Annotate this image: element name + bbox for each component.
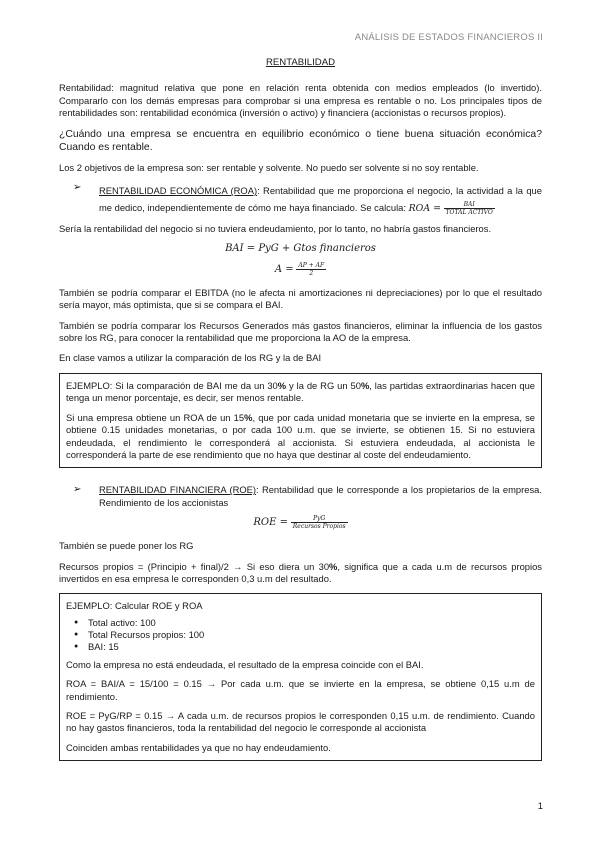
rp-text-a: Recursos propios = (Principio + final)/2 → Si eso diera un 30 bbox=[59, 560, 330, 572]
list-item: ● BAI: 15 bbox=[88, 641, 535, 653]
page-content bbox=[59, 57, 542, 771]
example2-coincide: Coinciden ambas rentabilidades ya que no hay endeudamiento. bbox=[66, 741, 331, 753]
recursos-propios-paragraph bbox=[59, 561, 542, 586]
example1-p2-text-a: Si una empresa obtiene un ROA de un 15 bbox=[66, 411, 245, 423]
roe-text: : Rentabilidad que le corresponde a los propietarios de la empresa. Rendimiento de los accionistas bbox=[99, 484, 542, 508]
asset-average-equation bbox=[59, 262, 542, 277]
example1-pct1: % bbox=[277, 379, 287, 391]
bai-equation: BAI = PyG + Gtos financieros bbox=[225, 243, 376, 255]
asset-equation-lhs: A = bbox=[274, 263, 294, 275]
intro-paragraph: Rentabilidad: magnitud relativa que pone en relación renta obtenida con medios empleados (lo invertido). Compararlo con los demás empresas para comprobar si una empresa es rentable o no. Los principales tipos de rentabilidades son: rentabilidad económica (inversión o activo) y financiera (accionistas o recursos propios). bbox=[59, 82, 542, 119]
objectives-paragraph: Los 2 objetivos de la empresa son: ser rentable y solvente. No puedo ser solvente si no soy rentable. bbox=[59, 161, 479, 173]
roa-heading: RENTABILIDAD ECONÓMICA (ROA) bbox=[99, 185, 258, 197]
example1-paragraph2 bbox=[66, 412, 535, 462]
ebitda-paragraph: También se podría comparar el EBITDA (no le afecta ni amortizaciones ni depreciaciones) por lo que el resultado sería mayor, más optimista, que si se compara el BAI. bbox=[59, 286, 542, 311]
roe-formula-denominator: Recursos Propios bbox=[292, 523, 346, 531]
rp-text-b: , significa que a cada u.m de recursos propios invertidos en esa empresa le corresponden 0,3 u.m del resultado. bbox=[59, 560, 542, 584]
example2-roa: ROA = BAI/A = 15/100 = 0.15 → Por cada u.m. que se invierte en la empresa, se obtiene 0,15 u.m de rendimiento. bbox=[66, 678, 535, 702]
example1-pct2: % bbox=[360, 379, 370, 391]
roe-section bbox=[59, 484, 542, 509]
roa-text: : Rentabilidad que me proporciona el negocio, la actividad a la que me dedico, independientemente de cómo me haya financiado. Se calcula: bbox=[99, 185, 542, 214]
example1-p2-pct: % bbox=[244, 411, 253, 423]
example1-text-a: Si la comparación de BAI me da un 30 bbox=[112, 379, 278, 391]
rg-also-paragraph: También se puede poner los RG bbox=[59, 540, 194, 552]
example1-paragraph1 bbox=[66, 380, 535, 405]
rp-pct: % bbox=[329, 560, 338, 572]
arrow-bullet-icon: ➢ bbox=[73, 484, 82, 496]
page-title: RENTABILIDAD bbox=[265, 57, 336, 68]
asset-equation-denominator: 2 bbox=[309, 269, 314, 277]
example1-label: EJEMPLO: bbox=[66, 379, 113, 391]
roa-section bbox=[59, 182, 542, 217]
example1-text-b: y la de RG un 50 bbox=[286, 379, 361, 391]
roe-heading: RENTABILIDAD FINANCIERA (ROE) bbox=[99, 484, 257, 496]
roe-formula bbox=[59, 515, 542, 530]
class-note-paragraph: En clase vamos a utilizar la comparación de los RG y la de BAI bbox=[59, 352, 322, 364]
example1-p2-text-b: , que por cada unidad monetaria que se invierte en la empresa, se obtiene 0.15 unidades monetarias, o por cada 100 u.m. que se invierte, se obtienen 15. Si no estuviera endeudada, el rendimiento le corresponderá al accionista. Si estuviera endeudada, al accionista le corresponderá la parte de ese rendimiento que no haya que destinar al coste del endeudamiento. bbox=[66, 411, 535, 460]
roe-formula-fraction bbox=[291, 515, 348, 530]
example-box-roa bbox=[59, 373, 542, 468]
asset-equation-numerator: AP + AF bbox=[298, 261, 325, 269]
list-item: ● Total Recursos propios: 100 bbox=[88, 629, 535, 641]
roe-formula-numerator: PyG bbox=[291, 515, 348, 523]
page-number: 1 bbox=[537, 801, 543, 812]
running-header: ANÁLISIS DE ESTADOS FINANCIEROS II bbox=[354, 32, 543, 43]
question-paragraph: ¿Cuándo una empresa se encuentra en equilibrio económico o tiene buena situación económica? Cuando es rentable. bbox=[59, 128, 542, 153]
roa-formula-fraction bbox=[444, 201, 495, 216]
example1-text-c: , las partidas extraordinarias hacen que tenga un menor porcentaje, es decir, ser menos rentable. bbox=[66, 379, 535, 404]
rg-paragraph: También se podría comparar los Recursos Generados más gastos financieros, eliminar la influencia de los gastos sobre los RG, para conocer la rentabilidad que me proporciona la AO de la empresa. bbox=[59, 319, 542, 344]
example-box-roe-roa bbox=[59, 593, 542, 761]
arrow-bullet-icon: ➢ bbox=[73, 182, 82, 194]
example2-list bbox=[66, 617, 535, 653]
roa-formula-numerator: BAI bbox=[444, 201, 495, 209]
example2-no-debt: Como la empresa no está endeudada, el resultado de la empresa coincide con el BAI. bbox=[66, 658, 424, 670]
asset-equation-fraction bbox=[296, 262, 326, 277]
roe-formula-lhs: ROE = bbox=[253, 517, 288, 529]
no-debt-paragraph: Sería la rentabilidad del negocio si no tuviera endeudamiento, por lo tanto, no habría gastos financieros. bbox=[59, 223, 492, 235]
list-item: ● Total activo: 100 bbox=[88, 617, 535, 629]
roa-formula-denominator: TOTAL ACTIVO bbox=[445, 209, 493, 217]
example2-heading: EJEMPLO: Calcular ROE y ROA bbox=[66, 600, 203, 612]
roa-formula-lhs: ROA = bbox=[408, 203, 441, 215]
example2-roe: ROE = PyG/RP = 0.15 → A cada u.m. de recursos propios le corresponden 0,15 u.m. de rendimiento. Cuando no hay gastos financieros, toda la rentabilidad del negocio le corresponde al accionista bbox=[66, 709, 535, 734]
